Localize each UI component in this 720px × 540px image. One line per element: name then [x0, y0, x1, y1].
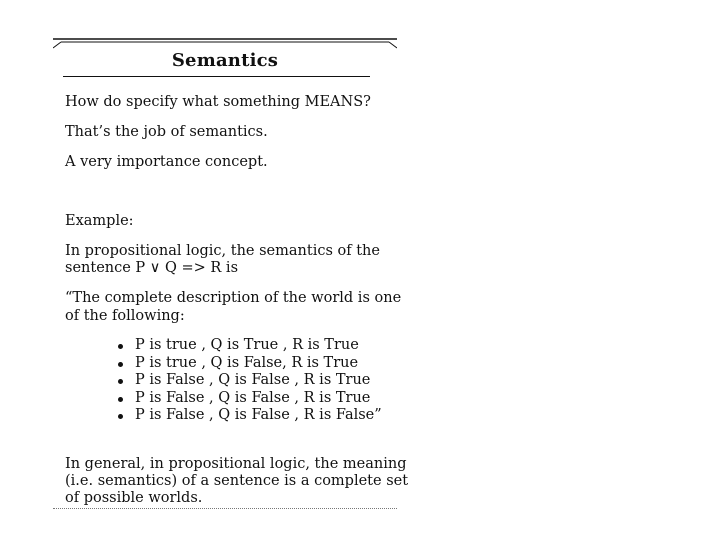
scanned-page	[53, 36, 409, 510]
example-line: sentence P ∨ Q => R is	[65, 260, 239, 276]
list-item-text: P is true , Q is False, R is True	[135, 354, 359, 371]
page-bottom-edge	[53, 508, 397, 510]
bullet-icon	[118, 414, 123, 419]
list-item	[115, 407, 382, 425]
list-item	[115, 337, 382, 355]
list-item-text: P is False , Q is False , R is True	[135, 389, 371, 406]
list-item-text: P is False , Q is False , R is False”	[135, 407, 382, 424]
conclusion-line: In general, in propositional logic, the meaning	[65, 456, 407, 472]
list-item	[115, 372, 382, 390]
bullet-icon	[118, 379, 123, 384]
quote-line: “The complete description of the world is one	[65, 290, 402, 306]
intro-line: That’s the job of semantics.	[65, 124, 268, 140]
bullet-icon	[118, 362, 123, 367]
list-item	[115, 355, 382, 373]
list-item-text: P is true , Q is True , R is True	[135, 337, 359, 353]
quote-line: of the following:	[65, 308, 185, 324]
bullet-icon	[118, 397, 123, 402]
conclusion-line: (i.e. semantics) of a sentence is a complete set	[65, 473, 409, 489]
list-item	[115, 390, 382, 408]
list-item-text: P is False , Q is False , R is True	[135, 372, 371, 389]
title-underline	[63, 76, 370, 77]
page-title: Semantics	[171, 50, 279, 71]
world-list	[115, 337, 382, 425]
example-heading: Example:	[65, 213, 134, 229]
example-line: In propositional logic, the semantics of the	[65, 243, 380, 259]
intro-line: A very importance concept.	[65, 154, 268, 170]
intro-line: How do specify what something MEANS?	[65, 94, 371, 110]
bullet-icon	[118, 344, 123, 349]
conclusion-line: of possible worlds.	[65, 490, 203, 506]
